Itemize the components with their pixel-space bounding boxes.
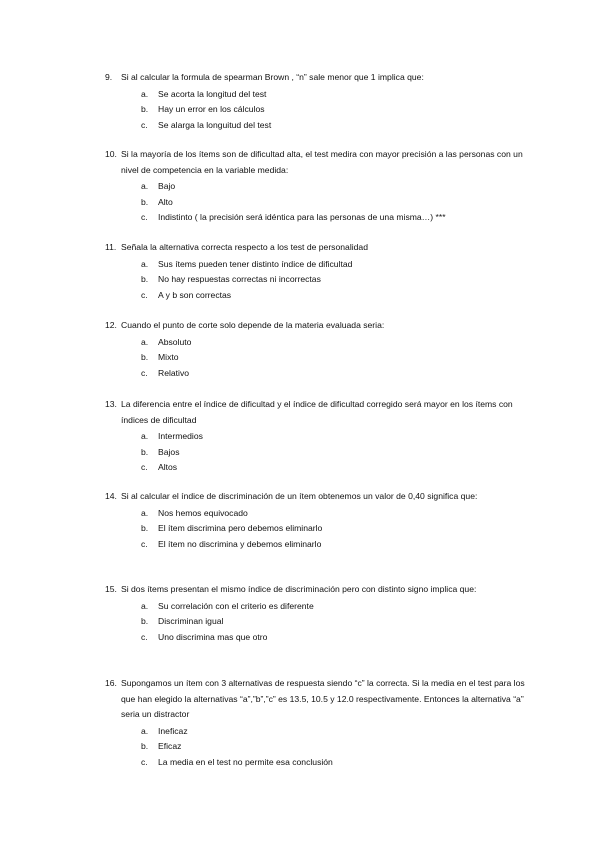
option-text: Se acorta la longitud del test — [158, 88, 267, 99]
option-text: Nos hemos equivocado — [158, 507, 248, 518]
option-letter: c. — [141, 462, 148, 473]
option-b — [105, 521, 525, 537]
question-text: Si dos ítems presentan el mismo índice de discriminación pero con distinto signo implica que: — [121, 584, 477, 594]
question-16 — [105, 676, 525, 771]
question-text: Cuando el punto de corte solo depende de la materia evaluada seria: — [121, 320, 385, 330]
option-text: No hay respuestas correctas ni incorrectas — [158, 274, 321, 285]
option-text: Ineficaz — [158, 725, 188, 736]
option-text: Altos — [158, 462, 178, 473]
option-letter: b. — [141, 741, 149, 752]
option-text: Eficaz — [158, 741, 182, 752]
option-a — [105, 724, 525, 740]
question-15 — [105, 582, 525, 645]
option-c — [105, 288, 525, 304]
question-text: Si al calcular la formula de spearman Brown , “n” sale menor que 1 implica que: — [121, 72, 424, 82]
option-text: Absoluto — [158, 336, 192, 347]
question-13 — [105, 397, 525, 476]
options-list — [105, 335, 525, 382]
option-b — [105, 445, 525, 461]
option-b — [105, 739, 525, 755]
options-list — [105, 599, 525, 646]
option-text: Bajo — [158, 181, 176, 192]
question-12 — [105, 318, 525, 381]
question-number: 14. — [105, 491, 117, 501]
option-a — [105, 335, 525, 351]
option-letter: c. — [141, 119, 148, 130]
option-c — [105, 118, 525, 134]
option-text: Relativo — [158, 367, 190, 378]
question-number: 11. — [105, 242, 117, 252]
option-letter: b. — [141, 446, 149, 457]
question-14 — [105, 489, 525, 552]
option-b — [105, 272, 525, 288]
option-text: Alto — [158, 196, 173, 207]
question-text: Si al calcular el índice de discriminación de un ítem obtenemos un valor de 0,40 significa que: — [121, 491, 478, 501]
options-list — [105, 179, 525, 226]
option-c — [105, 460, 525, 476]
option-text: El ítem discrimina pero debemos eliminarlo — [158, 523, 323, 534]
option-text: A y b son correctas — [158, 289, 232, 300]
option-a — [105, 87, 525, 103]
option-letter: c. — [141, 289, 148, 300]
option-a — [105, 257, 525, 273]
option-letter: a. — [141, 507, 149, 518]
question-10 — [105, 147, 525, 226]
option-letter: a. — [141, 431, 149, 442]
option-text: Bajos — [158, 446, 180, 457]
option-letter: b. — [141, 274, 149, 285]
question-number: 9. — [105, 72, 113, 82]
option-a — [105, 506, 525, 522]
option-text: Discriminan igual — [158, 616, 224, 627]
question-number: 13. — [105, 399, 117, 409]
question-text: Señala la alternativa correcta respecto a los test de personalidad — [121, 242, 368, 252]
option-text: Su correlación con el criterio es diferente — [158, 600, 314, 611]
option-letter: b. — [141, 196, 149, 207]
question-number: 12. — [105, 320, 117, 330]
option-letter: a. — [141, 725, 149, 736]
option-text: Uno discrimina mas que otro — [158, 631, 268, 642]
options-list — [105, 257, 525, 304]
option-c — [105, 537, 525, 553]
option-letter: c. — [141, 212, 148, 223]
option-c — [105, 210, 525, 226]
option-letter: b. — [141, 523, 149, 534]
question-number: 10. — [105, 149, 117, 159]
option-b — [105, 350, 525, 366]
question-text: Si la mayoría de los ítems son de dificultad alta, el test medira con mayor precisión a las personas con un nivel de competencia en la variable medida: — [121, 149, 523, 175]
option-letter: c. — [141, 538, 148, 549]
option-b — [105, 614, 525, 630]
option-letter: a. — [141, 181, 149, 192]
option-a — [105, 179, 525, 195]
question-number: 16. — [105, 678, 117, 688]
option-c — [105, 755, 525, 771]
option-a — [105, 599, 525, 615]
option-letter: b. — [141, 616, 149, 627]
option-letter: a. — [141, 600, 149, 611]
options-list — [105, 506, 525, 553]
question-text: Supongamos un ítem con 3 alternativas de respuesta siendo “c” la correcta. Si la media en el test para los que han elegido la alternativas “a”,”b”,”c” es 13.5, 10.5 y 12.0 respectivamente. Entonces la alternativa “a” seria un distractor — [121, 678, 525, 720]
options-list — [105, 724, 525, 771]
option-b — [105, 195, 525, 211]
option-c — [105, 630, 525, 646]
question-text: La diferencia entre el índice de dificultad y el índice de dificultad corregido será mayor en los ítems con índices de dificultad — [121, 399, 513, 425]
option-text: Hay un error en los cálculos — [158, 104, 265, 115]
question-11 — [105, 240, 525, 303]
option-text: Intermedios — [158, 431, 203, 442]
option-letter: b. — [141, 352, 149, 363]
question-9 — [105, 70, 525, 133]
option-text: La media en el test no permite esa conclusión — [158, 756, 333, 767]
option-letter: c. — [141, 367, 148, 378]
option-text: Se alarga la longuitud del test — [158, 119, 272, 130]
options-list — [105, 87, 525, 134]
option-a — [105, 429, 525, 445]
option-letter: c. — [141, 631, 148, 642]
question-number: 15. — [105, 584, 117, 594]
option-text: Mixto — [158, 352, 179, 363]
option-letter: a. — [141, 258, 149, 269]
option-c — [105, 366, 525, 382]
option-text: Sus ítems pueden tener distinto índice de dificultad — [158, 258, 353, 269]
option-letter: a. — [141, 88, 149, 99]
option-letter: b. — [141, 104, 149, 115]
option-text: Indistinto ( la precisión será idéntica para las personas de una misma…) *** — [158, 212, 446, 223]
option-text: El ítem no discrimina y debemos eliminarlo — [158, 538, 322, 549]
option-letter: a. — [141, 336, 149, 347]
option-letter: c. — [141, 756, 148, 767]
options-list — [105, 429, 525, 476]
option-b — [105, 102, 525, 118]
